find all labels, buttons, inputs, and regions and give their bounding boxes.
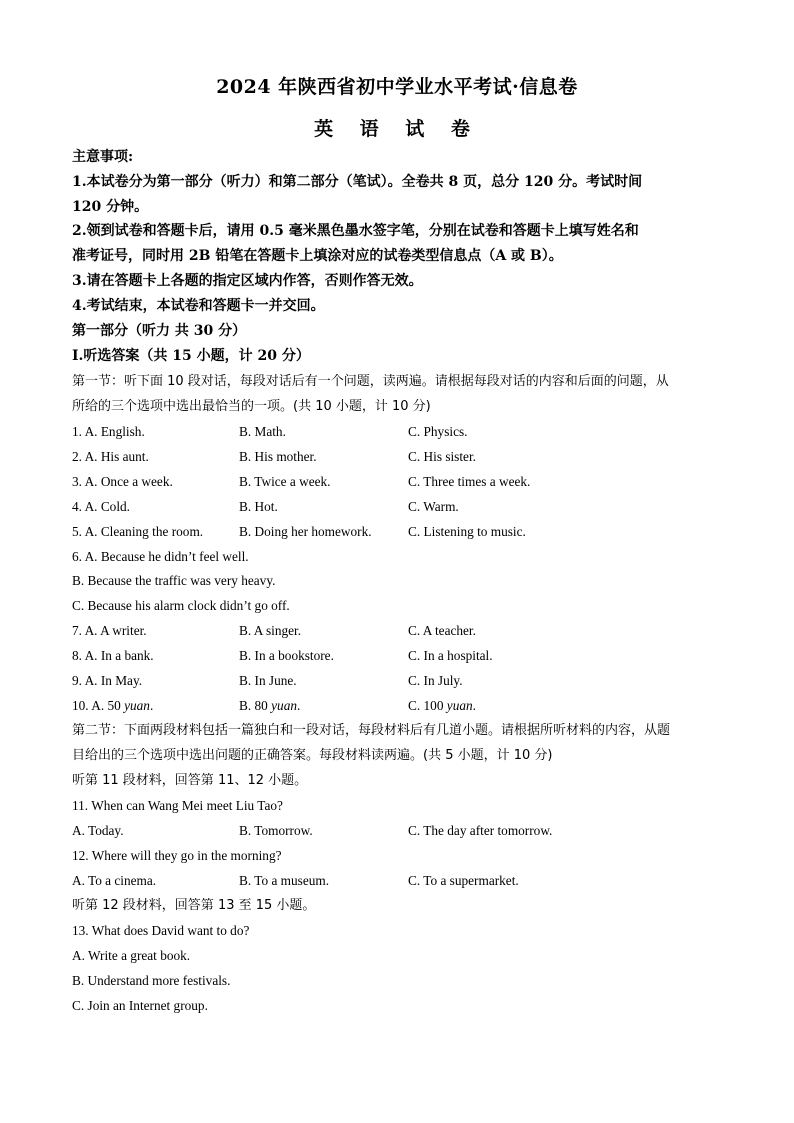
q10-b-period: . <box>297 698 301 713</box>
q12-text: 12. Where will they go in the morning? <box>72 848 282 863</box>
question-1 <box>72 419 732 444</box>
q7-option-a: 7. A. A writer. <box>72 623 147 638</box>
q13-option-c <box>72 993 732 1018</box>
q9-option-b: B. In June. <box>239 673 297 688</box>
question-13-stem <box>72 918 732 943</box>
q6-option-b <box>72 568 732 593</box>
q12-option-b: B. To a museum. <box>239 873 330 888</box>
q10-c-amount: C. 100 <box>408 698 447 713</box>
material-12-intro: 听第 12 段材料，回答第 13 至 15 小题。 <box>72 898 316 913</box>
question-9 <box>72 668 732 693</box>
q5-option-b: B. Doing her homework. <box>239 524 372 539</box>
q7-option-c: C. A teacher. <box>408 623 476 638</box>
q4-option-c: C. Warm. <box>408 499 459 514</box>
notice-item-3: 3.请在答题卡上各题的指定区域内作答，否则作答无效。 <box>72 273 423 289</box>
q13-option-b <box>72 968 732 993</box>
question-10 <box>72 693 732 718</box>
q4-option-a: 4. A. Cold. <box>72 499 130 514</box>
q6-option-a-text: 6. A. Because he didn’t feel well. <box>72 549 249 564</box>
q10-c-period: . <box>472 698 476 713</box>
question-7 <box>72 618 732 643</box>
q5-option-a: 5. A. Cleaning the room. <box>72 524 204 539</box>
q5-option-c: C. Listening to music. <box>408 524 526 539</box>
q4-option-b: B. Hot. <box>239 499 278 514</box>
notice-item-4: 4.考试结束，本试卷和答题卡一并交回。 <box>72 298 325 314</box>
question-8 <box>72 643 732 668</box>
q9-option-a: 9. A. In May. <box>72 673 143 688</box>
question-11-stem <box>72 793 732 818</box>
notice-item-2a: 2.领到试卷和答题卡后，请用 0.5 毫米黑色墨水签字笔，分别在试卷和答题卡上填写姓名和 <box>72 223 639 239</box>
q9-option-c: C. In July. <box>408 673 463 688</box>
q6-option-a <box>72 544 732 569</box>
q13-option-a-text: A. Write a great book. <box>72 948 191 963</box>
q13-option-b-text: B. Understand more festivals. <box>72 973 231 988</box>
q10-b-unit: yuan <box>271 698 297 713</box>
sec2-intro-line2: 目给出的三个选项中选出问题的正确答案。每段材料读两遍。(共 5 小题，计 10 分) <box>72 748 553 763</box>
q2-option-a: 2. A. His aunt. <box>72 449 149 464</box>
q6-option-b-text: B. Because the traffic was very heavy. <box>72 573 276 588</box>
exam-title: 2024 年陕西省初中学业水平考试·信息卷 <box>216 76 578 98</box>
q8-option-a: 8. A. In a bank. <box>72 648 154 663</box>
question-2 <box>72 444 732 469</box>
q10-option-a <box>72 693 153 718</box>
q6-option-c-text: C. Because his alarm clock didn’t go off. <box>72 598 290 613</box>
q2-option-b: B. His mother. <box>239 449 317 464</box>
q1-option-b: B. Math. <box>239 424 286 439</box>
q11-text: 11. When can Wang Mei meet Liu Tao? <box>72 798 283 813</box>
q2-option-c: C. His sister. <box>408 449 476 464</box>
q7-option-b: B. A singer. <box>239 623 302 638</box>
q12-option-a: A. To a cinema. <box>72 873 157 888</box>
q11-option-b: B. Tomorrow. <box>239 823 313 838</box>
sec2-intro-line1: 第二节：下面两段材料包括一篇独白和一段对话，每段材料后有几道小题。请根据所听材料的内容，从题 <box>72 723 671 738</box>
question-12 <box>72 868 732 893</box>
q10-option-b <box>239 693 300 718</box>
q11-option-c: C. The day after tomorrow. <box>408 823 553 838</box>
question-12-stem <box>72 843 732 868</box>
sec1-intro-line2: 所给的三个选项中选出最恰当的一项。(共 10 小题，计 10 分) <box>72 399 431 414</box>
q3-option-c: C. Three times a week. <box>408 474 531 489</box>
section-I-heading: I.听选答案（共 15 小题，计 20 分） <box>72 348 310 364</box>
sec1-intro-line1: 第一节：听下面 10 段对话，每段对话后有一个问题，读两遍。请根据每段对话的内容和后面的问题，从 <box>72 374 669 389</box>
q10-b-amount: B. 80 <box>239 698 272 713</box>
question-11 <box>72 818 732 843</box>
q8-option-b: B. In a bookstore. <box>239 648 334 663</box>
q10-a-unit: yuan <box>124 698 150 713</box>
q1-option-a: 1. A. English. <box>72 424 145 439</box>
q10-option-c <box>408 693 476 718</box>
question-4 <box>72 494 732 519</box>
notice-item-1a: 1.本试卷分为第一部分（听力）和第二部分（笔试）。全卷共 8 页，总分 120 分。考试时间 <box>72 174 643 190</box>
q8-option-c: C. In a hospital. <box>408 648 493 663</box>
notice-item-1b: 120 分钟。 <box>72 199 149 215</box>
notice-item-2b: 准考证号，同时用 2B 铅笔在答题卡上填涂对应的试卷类型信息点（A 或 B）。 <box>72 248 563 264</box>
q10-a-period: . <box>149 698 154 713</box>
part1-heading: 第一部分（听力 共 30 分） <box>72 323 247 339</box>
q10-a-amount: 10. A. 50 <box>72 698 125 713</box>
material-11-intro: 听第 11 段材料，回答第 11、12 小题。 <box>72 773 308 788</box>
question-3 <box>72 469 732 494</box>
q10-c-unit: yuan <box>446 698 473 713</box>
q11-option-a: A. Today. <box>72 823 124 838</box>
q12-option-c: C. To a supermarket. <box>408 873 519 888</box>
q13-option-a <box>72 943 732 968</box>
q13-text: 13. What does David want to do? <box>72 923 250 938</box>
q6-option-c <box>72 593 732 618</box>
q3-option-b: B. Twice a week. <box>239 474 331 489</box>
q13-option-c-text: C. Join an Internet group. <box>72 998 208 1013</box>
exam-subtitle: 英 语 试 卷 <box>314 118 480 140</box>
q3-option-a: 3. A. Once a week. <box>72 474 173 489</box>
notice-heading: 主意事项: <box>72 149 134 165</box>
q1-option-c: C. Physics. <box>408 424 468 439</box>
question-5 <box>72 519 732 544</box>
